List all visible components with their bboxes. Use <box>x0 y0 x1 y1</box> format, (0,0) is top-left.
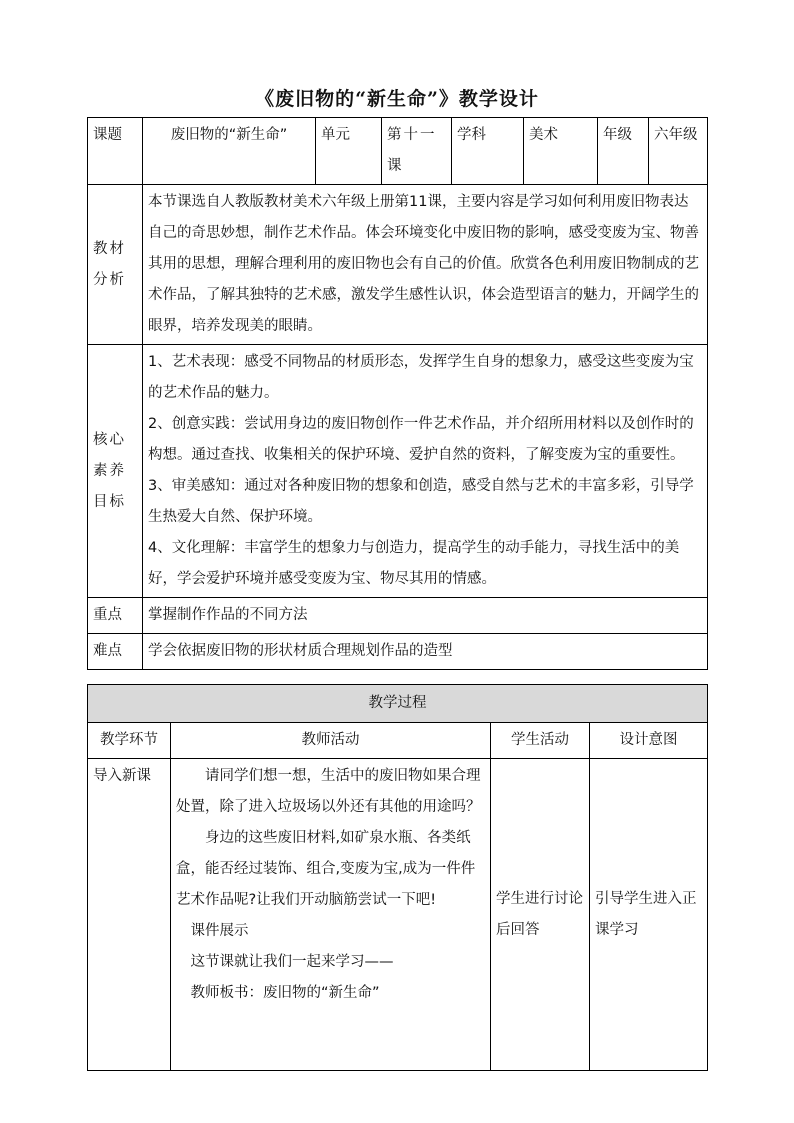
subject-label: 学科 <box>452 118 524 185</box>
goals-label: 核心素养目标 <box>88 345 143 598</box>
lesson-info-table <box>87 117 708 670</box>
column-header: 教师活动 <box>171 723 491 759</box>
column-header: 设计意图 <box>590 723 708 759</box>
goal-item: 1、艺术表现：感受不同物品的材质形态，发挥学生自身的想象力，感受这些变废为宝的艺术作品的魅力。 <box>148 354 694 401</box>
student-activity-cell: 学生进行讨论后回答 <box>491 759 590 1071</box>
info-row <box>88 118 708 185</box>
column-header: 学生活动 <box>491 723 590 759</box>
difficulty-row <box>88 634 708 670</box>
grade-label: 年级 <box>598 118 649 185</box>
design-intent-cell: 引导学生进入正课学习 <box>590 759 708 1071</box>
unit-value: 第十一课 <box>382 118 452 185</box>
difficulty-text: 学会依据废旧物的形状材质合理规划作品的造型 <box>143 634 708 670</box>
key-point-label: 重点 <box>88 598 143 634</box>
stage-cell: 导入新课 <box>88 759 171 1071</box>
teacher-paragraph: 请同学们想一想，生活中的废旧物如果合理处置，除了进入垃圾场以外还有其他的用途吗？ <box>176 768 481 815</box>
unit-label: 单元 <box>316 118 382 185</box>
grade-value: 六年级 <box>649 118 708 185</box>
analysis-label: 教材分析 <box>88 185 143 345</box>
process-header-row <box>88 685 708 723</box>
analysis-row <box>88 185 708 345</box>
process-columns-row <box>88 723 708 759</box>
process-row <box>88 759 708 1071</box>
teacher-paragraph: 身边的这些废旧材料,如矿泉水瓶、各类纸盒，能否经过装饰、组合,变废为宝,成为一件件艺术作品呢?让我们开动脑筋尝试一下吧! <box>176 830 476 908</box>
goal-item: 2、创意实践：尝试用身边的废旧物创作一件艺术作品，并介绍所用材料以及创作时的构想。通过查找、收集相关的保护环境、爱护自然的资料，了解变废为宝的重要性。 <box>148 416 694 463</box>
process-header: 教学过程 <box>88 685 708 723</box>
teacher-paragraph: 课件展示 <box>190 923 249 939</box>
teaching-process-table <box>87 684 708 1071</box>
teacher-activity-cell <box>171 759 491 1071</box>
goal-item: 4、文化理解：丰富学生的想象力与创造力，提高学生的动手能力，寻找生活中的美好，学会爱护环境并感受变废为宝、物尽其用的情感。 <box>148 540 680 587</box>
subject-value: 美术 <box>524 118 598 185</box>
teacher-paragraph: 这节课就让我们一起来学习—— <box>190 954 394 970</box>
key-point-row <box>88 598 708 634</box>
key-point-text: 掌握制作作品的不同方法 <box>143 598 708 634</box>
goal-item: 3、审美感知：通过对各种废旧物的想象和创造，感受自然与艺术的丰富多彩，引导学生热爱大自然、保护环境。 <box>148 478 694 525</box>
topic-label: 课题 <box>88 118 143 185</box>
goals-row <box>88 345 708 598</box>
document-title: 《废旧物的“新生命”》教学设计 <box>255 88 539 110</box>
topic-value: 废旧物的“新生命” <box>143 118 316 185</box>
difficulty-label: 难点 <box>88 634 143 670</box>
teacher-paragraph: 教师板书：废旧物的“新生命” <box>190 985 380 1001</box>
goals-content <box>143 345 708 598</box>
column-header: 教学环节 <box>88 723 171 759</box>
analysis-text: 本节课选自人教版教材美术六年级上册第11课，主要内容是学习如何利用废旧物表达自己的奇思妙想，制作艺术作品。体会环境变化中废旧物的影响，感受变废为宝、物善其用的思想，理解合理利用的废旧物也会有自己的价值。欣赏各色利用废旧物制成的艺术作品，了解其独特的艺术感，激发学生感性认识，体会造型语言的魅力，开阔学生的眼界，培养发现美的眼睛。 <box>143 185 708 345</box>
